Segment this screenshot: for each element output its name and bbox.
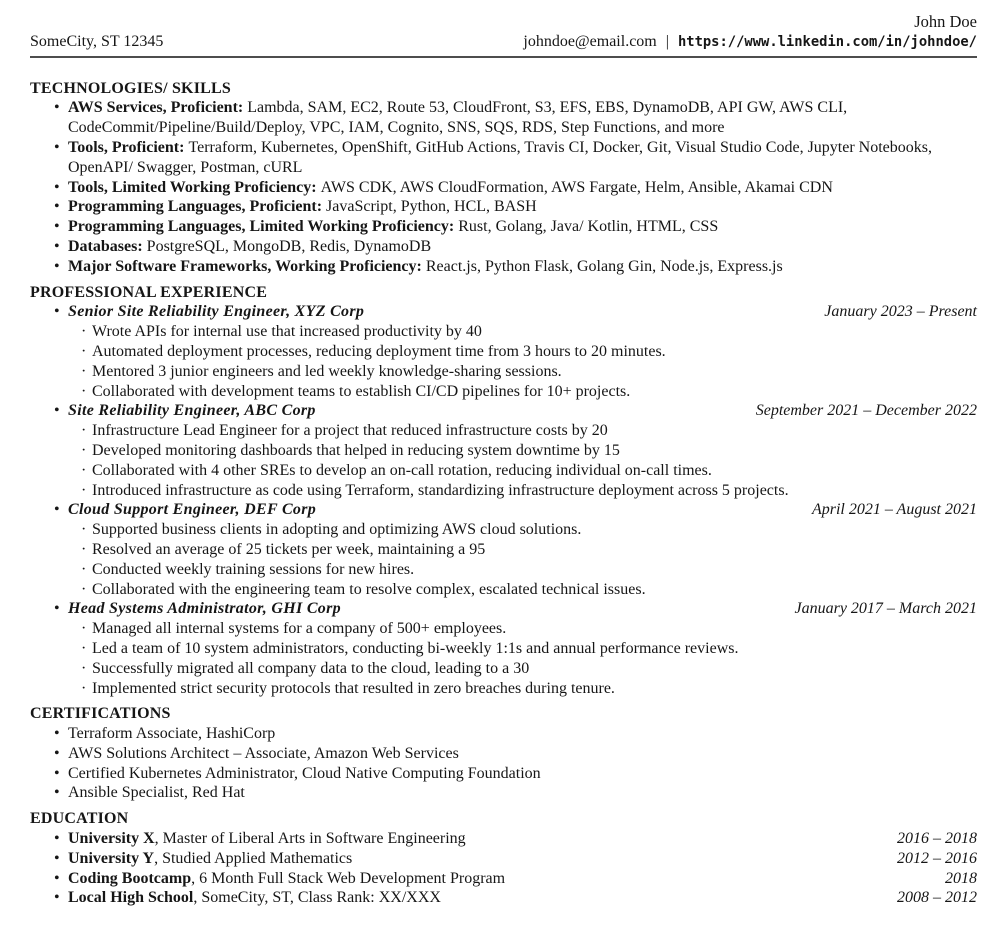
edu-detail: , Master of Liberal Arts in Software Engineering <box>154 830 466 848</box>
contact-info <box>523 32 977 53</box>
job-bullet: · Developed monitoring dashboards that helped in reducing system downtime by 15 <box>30 441 977 461</box>
job-bullet: · Implemented strict security protocols that resulted in zero breaches during tenure. <box>30 679 977 699</box>
skill-text: Terraform, Kubernetes, OpenShift, GitHub Actions, Travis CI, Docker, Git, Visual Studio Code, Jupyter Notebooks, OpenAPI/ Swagger, Postman, cURL <box>68 138 933 176</box>
skill-text: Lambda, SAM, EC2, Route 53, CloudFront, S3, EFS, EBS, DynamoDB, API GW, AWS CLI, CodeCommit/Pipeline/Build/Deploy, VPC, IAM, Cognito, SNS, SQS, RDS, Step Functions, and more <box>68 99 848 137</box>
skill-item <box>30 197 977 217</box>
email-link[interactable]: johndoe@email.com <box>523 32 657 50</box>
job-bullet: · Successfully migrated all company data to the cloud, leading to a 30 <box>30 659 977 679</box>
edu-school: University X <box>68 830 155 848</box>
job-bullet: · Led a team of 10 system administrators, conducting bi-weekly 1:1s and annual performance reviews. <box>30 639 977 659</box>
job-title: • Senior Site Reliability Engineer, XYZ Corp <box>68 303 365 321</box>
job-bullet: · Mentored 3 junior engineers and led weekly knowledge-sharing sessions. <box>30 362 977 382</box>
experience-section-title: PROFESSIONAL EXPERIENCE <box>30 283 268 301</box>
skill-label: AWS Services, Proficient: <box>68 99 244 117</box>
job-bullet: · Resolved an average of 25 tickets per week, maintaining a 95 <box>30 540 977 560</box>
job-dates: January 2023 – Present <box>824 303 977 321</box>
skill-item <box>30 237 977 257</box>
skill-text: React.js, Python Flask, Golang Gin, Node.js, Express.js <box>425 257 783 275</box>
job-title: • Site Reliability Engineer, ABC Corp <box>68 402 316 420</box>
education-section-title: EDUCATION <box>30 810 129 828</box>
skill-text: JavaScript, Python, HCL, BASH <box>326 198 537 216</box>
edu-entry <box>30 869 977 889</box>
edu-entry <box>30 888 977 908</box>
certification-item: • Ansible Specialist, Red Hat <box>30 783 977 803</box>
certification-item: • Certified Kubernetes Administrator, Cloud Native Computing Foundation <box>30 764 977 784</box>
skill-label: Tools, Proficient: <box>68 138 185 156</box>
edu-dates: 2016 – 2018 <box>897 830 977 848</box>
job-bullet: · Infrastructure Lead Engineer for a project that reduced infrastructure costs by 20 <box>30 421 977 441</box>
edu-school: Local High School <box>68 889 194 907</box>
skill-text: PostgreSQL, MongoDB, Redis, DynamoDB <box>146 237 432 255</box>
edu-dates: 2008 – 2012 <box>897 889 977 907</box>
skill-text: AWS CDK, AWS CloudFormation, AWS Fargate, Helm, Ansible, Akamai CDN <box>320 178 833 196</box>
skill-item <box>30 178 977 198</box>
job-title: • Head Systems Administrator, GHI Corp <box>68 600 341 618</box>
skill-item <box>30 257 977 277</box>
skill-label: Tools, Limited Working Proficiency: <box>68 178 317 196</box>
linkedin-link[interactable]: https://www.linkedin.com/in/johndoe/ <box>677 33 977 50</box>
job-dates: April 2021 – August 2021 <box>811 501 977 519</box>
edu-detail: , 6 Month Full Stack Web Development Program <box>191 869 506 887</box>
job-dates: January 2017 – March 2021 <box>794 600 977 618</box>
certifications-section-title: CERTIFICATIONS <box>30 705 171 723</box>
job-bullet: · Collaborated with 4 other SREs to develop an on-call rotation, reducing individual on-call times. <box>30 461 977 481</box>
job-bullet: · Conducted weekly training sessions for new hires. <box>30 560 977 580</box>
certification-item: • AWS Solutions Architect – Associate, Amazon Web Services <box>30 744 977 764</box>
job-entry <box>30 302 977 322</box>
edu-entry <box>30 849 977 869</box>
job-entry <box>30 599 977 619</box>
job-bullet: · Introduced infrastructure as code using Terraform, standardizing infrastructure deployment across 5 projects. <box>30 481 977 501</box>
skill-text: Rust, Golang, Java/ Kotlin, HTML, CSS <box>458 218 719 236</box>
section-experience <box>30 283 977 699</box>
section-certifications <box>30 704 977 803</box>
section-skills <box>30 79 977 277</box>
job-entry <box>30 401 977 421</box>
edu-left <box>68 869 505 889</box>
edu-dates: 2018 <box>945 869 977 887</box>
edu-detail: , SomeCity, ST, Class Rank: XX/XXX <box>193 889 441 907</box>
job-bullet: · Collaborated with the engineering team to resolve complex, escalated technical issues. <box>30 580 977 600</box>
skill-label: Programming Languages, Proficient: <box>68 198 323 216</box>
job-entry <box>30 500 977 520</box>
edu-left <box>68 829 466 849</box>
section-education <box>30 809 977 908</box>
job-bullet: · Managed all internal systems for a company of 500+ employees. <box>30 619 977 639</box>
job-dates: September 2021 – December 2022 <box>755 402 977 420</box>
skill-item <box>30 138 977 178</box>
header-contact-row <box>30 32 977 58</box>
location-text: SomeCity, ST 12345 <box>30 32 164 50</box>
edu-entry <box>30 829 977 849</box>
job-bullet: · Automated deployment processes, reducing deployment time from 3 hours to 20 minutes. <box>30 342 977 362</box>
skill-item <box>30 98 977 138</box>
job-bullet: · Supported business clients in adopting and optimizing AWS cloud solutions. <box>30 520 977 540</box>
job-title: • Cloud Support Engineer, DEF Corp <box>68 501 317 519</box>
job-bullet: · Wrote APIs for internal use that increased productivity by 40 <box>30 322 977 342</box>
certification-item: • Terraform Associate, HashiCorp <box>30 724 977 744</box>
job-bullet: · Collaborated with development teams to establish CI/CD pipelines for 10+ projects. <box>30 382 977 402</box>
skill-label: Major Software Frameworks, Working Proficiency: <box>68 257 422 275</box>
person-name: John Doe <box>914 12 977 31</box>
edu-dates: 2012 – 2016 <box>897 849 977 867</box>
skill-label: Databases: <box>68 237 143 255</box>
edu-school: University Y <box>68 849 155 867</box>
edu-detail: , Studied Applied Mathematics <box>154 849 353 867</box>
skill-label: Programming Languages, Limited Working Proficiency: <box>68 218 455 236</box>
edu-left <box>68 849 352 869</box>
skills-section-title: TECHNOLOGIES/ SKILLS <box>30 79 231 97</box>
skill-item <box>30 217 977 237</box>
contact-separator: | <box>665 32 669 50</box>
edu-school: Coding Bootcamp <box>68 869 192 887</box>
edu-left <box>68 888 441 908</box>
resume-header <box>30 12 977 58</box>
